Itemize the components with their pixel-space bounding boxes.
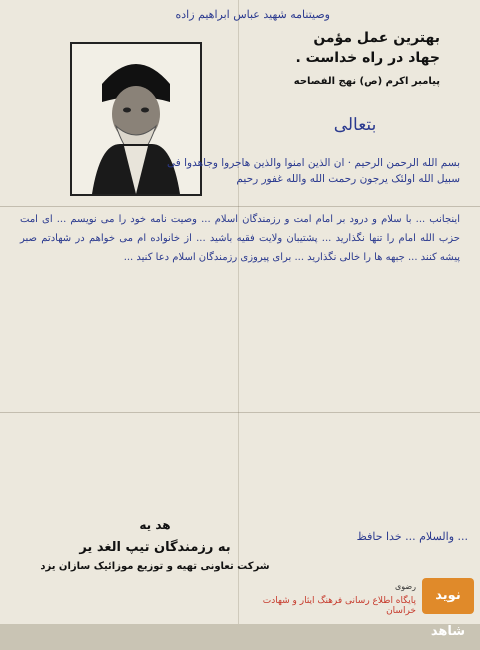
quote-line-2: جهاد در راه خداست . (295, 50, 440, 66)
quote-line-1: بهترین عمل مؤمن (313, 30, 440, 46)
navid-shahed-logo: نوید شاهد (422, 578, 474, 614)
footer-brigade: به رزمندگان تیپ الغد یر (79, 540, 231, 555)
fold-line (0, 206, 480, 207)
handwritten-top-note: وصیتنامه شهید عباس ابراهیم زاده (175, 8, 330, 21)
watermark-line-1: رضوی (394, 582, 416, 591)
footer-gift-label: هد یه (139, 518, 171, 532)
watermark (242, 578, 474, 639)
quote-source: پیامبر اکرم (ص) نهج الفصاحه (293, 76, 440, 87)
printed-footer (30, 518, 280, 572)
header-quote (230, 30, 440, 87)
handwritten-will-text: اینجانب ... با سلام و درود بر امام امت و رزمندگان اسلام ... وصیت نامه خود را می نویسم ... ای امت حزب الله امام را تنها نگذارید ... پشتیبان ولایت فقیه باشید ... از خانواده ام می خواهم در شهادتم صبر پیشه کنند ... جبهه ها را خالی نگذارید ... برای پیروزی رزمندگان اسلام دعا کنید ... (20, 214, 460, 263)
quran-verse: بسم الله الرحمن الرحیم · ان الذین امنوا والذین هاجروا وجاهدوا فی سبیل الله اولئک یرجون رحمت الله والله غفور رحیم (167, 157, 460, 185)
fold-line (0, 412, 480, 413)
watermark-line-2: پایگاه اطلاع رسانی فرهنگ ایثار و شهادت خراسان (262, 596, 416, 616)
handwritten-closing: ... والسلام ... خدا حافظ (356, 530, 468, 543)
handwritten-heading: بتعالی (333, 115, 377, 135)
footer-company: شرکت تعاونی تهیه و توزیع موزائیک سازان یزد (40, 561, 270, 572)
